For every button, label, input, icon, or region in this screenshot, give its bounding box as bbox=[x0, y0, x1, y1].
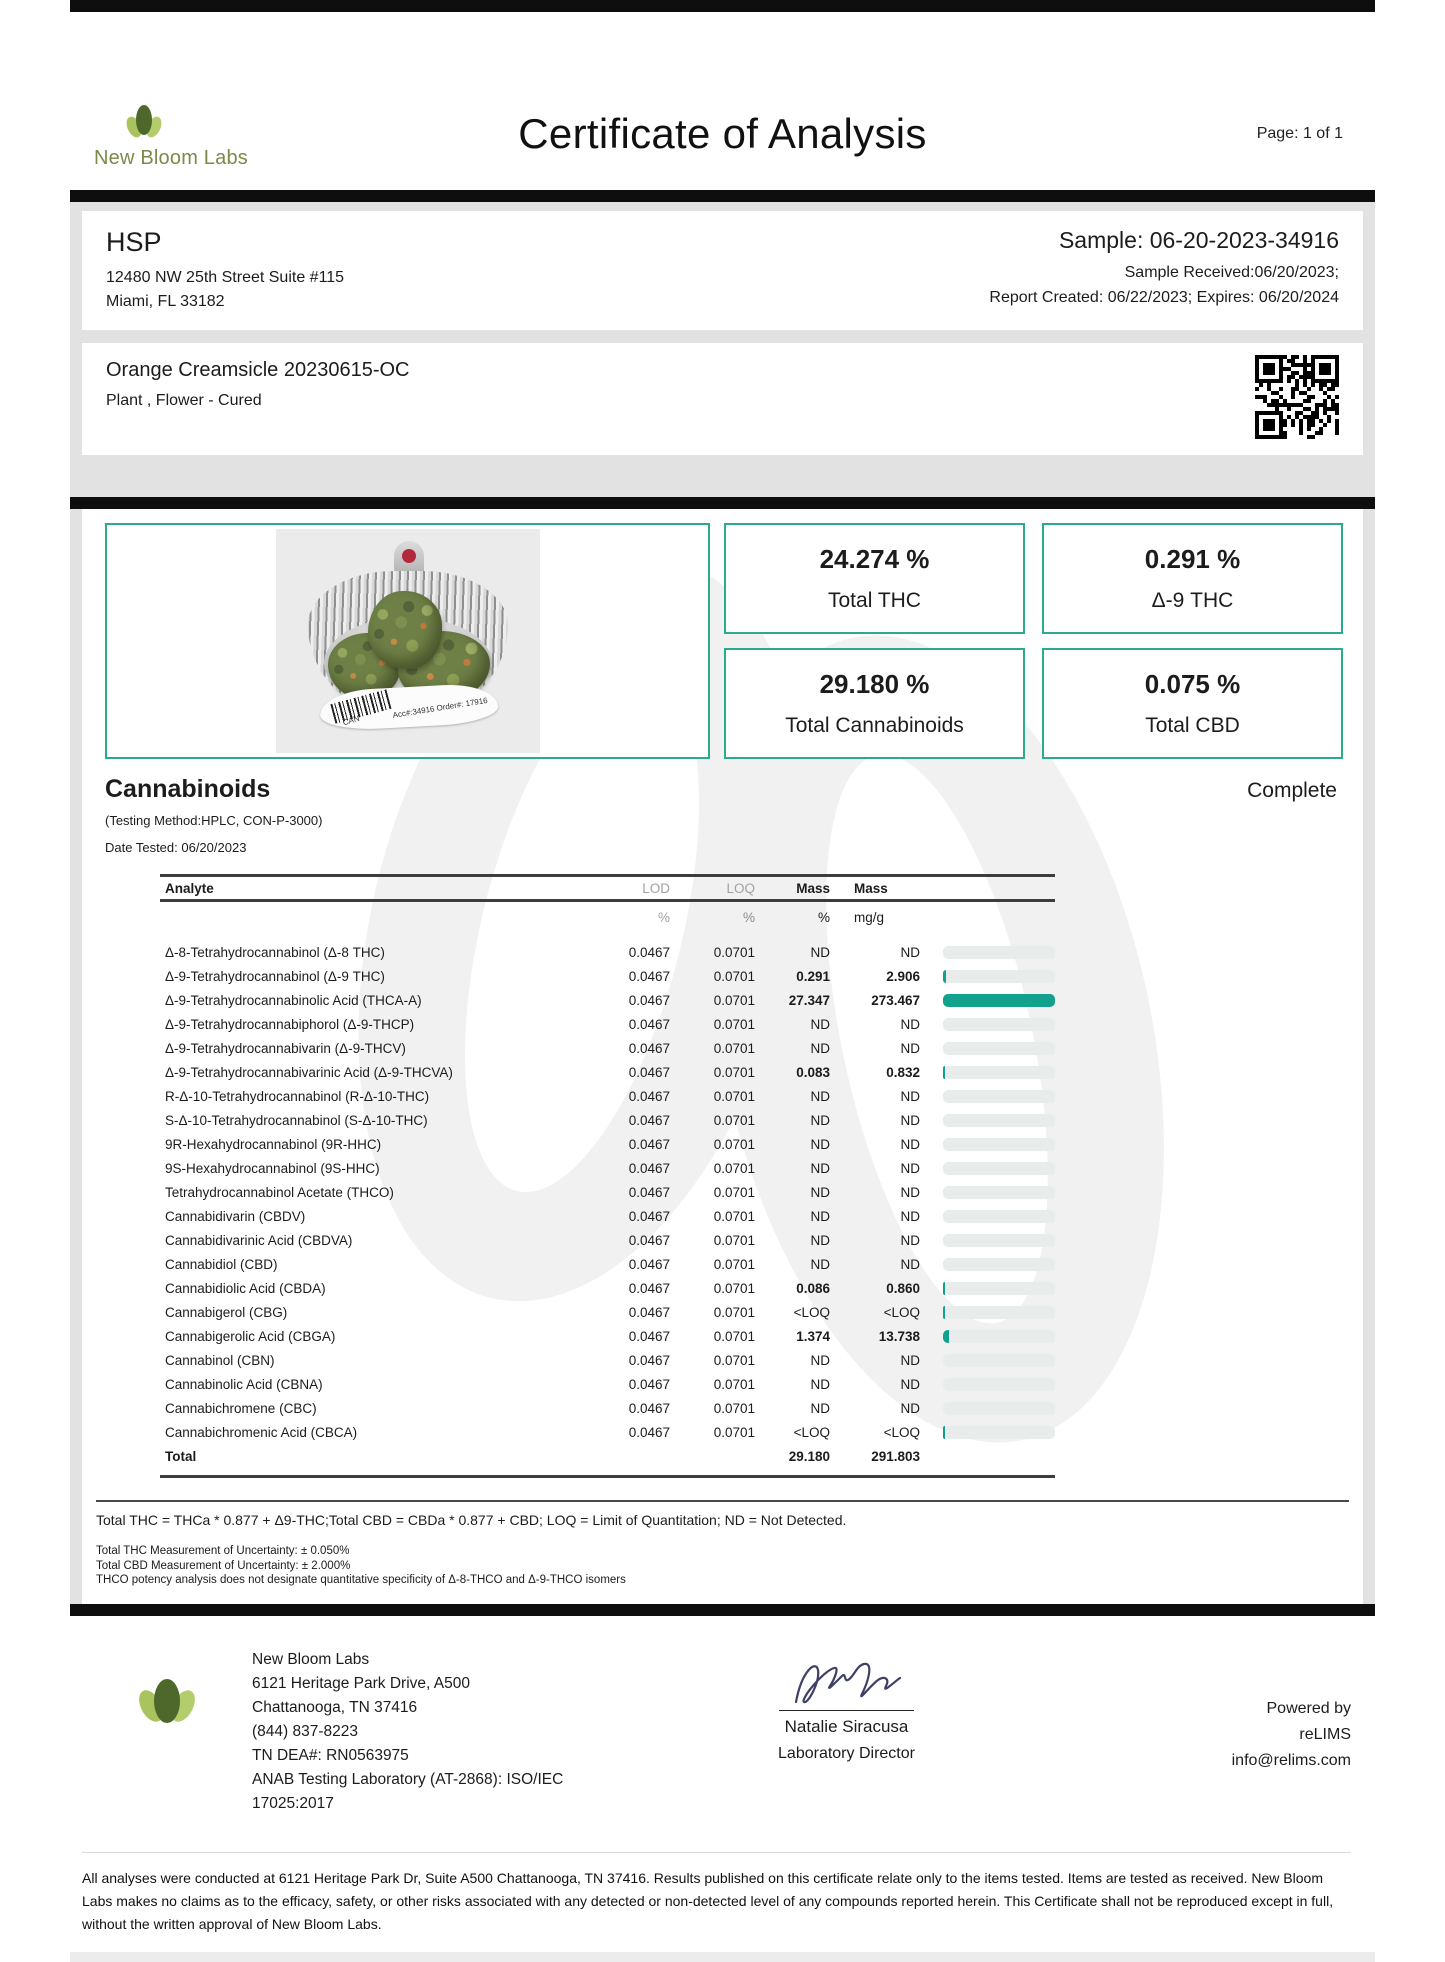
loq-value: 0.0701 bbox=[713, 1376, 755, 1392]
loq-value: 0.0701 bbox=[713, 944, 755, 960]
total-pct: 29.180 bbox=[788, 1448, 830, 1464]
mass-mgg-value: <LOQ bbox=[883, 1424, 920, 1440]
loq-value: 0.0701 bbox=[713, 1184, 755, 1200]
lod-value: 0.0467 bbox=[628, 1280, 670, 1296]
lod-value: 0.0467 bbox=[628, 992, 670, 1008]
analyte-name: 9S-Hexahydrocannabinol (9S-HHC) bbox=[165, 1160, 380, 1176]
mass-pct-value: ND bbox=[810, 944, 830, 960]
loq-value: 0.0701 bbox=[713, 1400, 755, 1416]
mass-mgg-value: ND bbox=[900, 1040, 920, 1056]
lab-line: 6121 Heritage Park Drive, A500 bbox=[252, 1674, 470, 1692]
product-name: Orange Creamsicle 20230615-OC bbox=[106, 359, 410, 381]
bar-track bbox=[943, 1066, 1055, 1079]
loq-value: 0.0701 bbox=[713, 1064, 755, 1080]
bottom-strip bbox=[70, 1952, 1375, 1962]
col-header-mass-pct: Mass bbox=[796, 880, 830, 896]
bar-fill bbox=[943, 1282, 945, 1295]
main-section bbox=[70, 509, 1375, 1604]
loq-value: 0.0701 bbox=[713, 1232, 755, 1248]
powered-by-block bbox=[1111, 1644, 1351, 1816]
analyte-name: Δ-9-Tetrahydrocannabinolic Acid (THCA-A) bbox=[165, 992, 422, 1008]
bar-track bbox=[943, 1186, 1055, 1199]
total-thc-label: Total THC bbox=[828, 589, 921, 612]
sample-block bbox=[989, 227, 1339, 314]
lod-value: 0.0467 bbox=[628, 1232, 670, 1248]
bar-track bbox=[943, 1426, 1055, 1439]
bar-track bbox=[943, 1018, 1055, 1031]
table-row bbox=[160, 964, 1055, 988]
table-row bbox=[160, 1300, 1055, 1324]
bar-cell bbox=[920, 994, 1055, 1007]
bar-cell bbox=[920, 1426, 1055, 1439]
report-created: Report Created: 06/22/2023; Expires: 06/20/2024 bbox=[989, 289, 1339, 306]
mass-mgg-value: ND bbox=[900, 1232, 920, 1248]
cannabinoids-header bbox=[82, 759, 1363, 804]
cbd-uncertainty: Total CBD Measurement of Uncertainty: ± 2.000% bbox=[96, 1559, 351, 1572]
bar-cell bbox=[920, 1306, 1055, 1319]
lod-value: 0.0467 bbox=[628, 968, 670, 984]
sample-received: Sample Received:06/20/2023; bbox=[1124, 264, 1339, 281]
loq-value: 0.0701 bbox=[713, 1160, 755, 1176]
bar-track bbox=[943, 1042, 1055, 1055]
mass-pct-value: 0.086 bbox=[796, 1280, 830, 1296]
bar-track bbox=[943, 1378, 1055, 1391]
loq-value: 0.0701 bbox=[713, 1016, 755, 1032]
analyte-name: Δ-9-Tetrahydrocannabiphorol (Δ-9-THCP) bbox=[165, 1016, 415, 1032]
brand-name: New Bloom Labs bbox=[94, 146, 248, 169]
lod-value: 0.0467 bbox=[628, 1376, 670, 1392]
mass-mgg-value: 13.738 bbox=[878, 1328, 920, 1344]
mass-mgg-value: <LOQ bbox=[883, 1304, 920, 1320]
calculation-footnote: Total THC = THCa * 0.877 + Δ9-THC;Total CBD = CBDa * 0.877 + CBD; LOQ = Limit of Quantitation; ND = Not Detected. bbox=[96, 1512, 847, 1528]
total-thc-value: 24.274 % bbox=[819, 544, 930, 574]
footer-divider-bar bbox=[70, 1604, 1375, 1616]
bar-track bbox=[943, 1354, 1055, 1367]
cannabinoids-table bbox=[160, 874, 1055, 1468]
d9-thc-label: Δ-9 THC bbox=[1151, 589, 1234, 612]
lod-value: 0.0467 bbox=[628, 1400, 670, 1416]
mass-pct-value: ND bbox=[810, 1160, 830, 1176]
cannabis-bud bbox=[368, 591, 442, 669]
signer-name: Natalie Siracusa bbox=[784, 1716, 909, 1736]
table-row bbox=[160, 1180, 1055, 1204]
analyte-name: Cannabinolic Acid (CBNA) bbox=[165, 1376, 323, 1392]
lod-value: 0.0467 bbox=[628, 1184, 670, 1200]
unit-mass-pct: % bbox=[817, 909, 830, 925]
analyte-name: Δ-9-Tetrahydrocannabivarinic Acid (Δ-9-THCVA) bbox=[165, 1064, 453, 1080]
lab-line: TN DEA#: RN0563975 bbox=[252, 1746, 409, 1764]
unit-lod: % bbox=[657, 909, 670, 925]
analyte-name: Cannabichromenic Acid (CBCA) bbox=[165, 1424, 358, 1440]
product-card bbox=[82, 343, 1363, 455]
mass-pct-value: ND bbox=[810, 1400, 830, 1416]
loq-value: 0.0701 bbox=[713, 1112, 755, 1128]
analyte-name: Cannabinol (CBN) bbox=[165, 1352, 275, 1368]
bar-cell bbox=[920, 1210, 1055, 1223]
bar-cell bbox=[920, 1330, 1055, 1343]
unit-loq: % bbox=[742, 909, 755, 925]
bar-cell bbox=[920, 1018, 1055, 1031]
page-title: Certificate of Analysis bbox=[518, 110, 927, 157]
mass-mgg-value: 2.906 bbox=[886, 968, 920, 984]
thc-uncertainty: Total THC Measurement of Uncertainty: ± 0.050% bbox=[96, 1545, 350, 1557]
bar-track bbox=[943, 1402, 1055, 1415]
bar-track bbox=[943, 1162, 1055, 1175]
lod-value: 0.0467 bbox=[628, 1016, 670, 1032]
mass-pct-value: ND bbox=[810, 1352, 830, 1368]
bar-cell bbox=[920, 946, 1055, 959]
loq-value: 0.0701 bbox=[713, 1352, 755, 1368]
analyte-name: R-Δ-10-Tetrahydrocannabinol (R-Δ-10-THC) bbox=[165, 1088, 430, 1104]
table-total-row bbox=[160, 1444, 1055, 1468]
disclaimer-text: All analyses were conducted at 6121 Heritage Park Dr, Suite A500 Chattanooga, TN 37416. Results published on this certificate relate only to the items tested. Items are tested as received. New Bloom Labs makes no claims as to the efficacy, safety, or other risks associated with any detected or non-detected level of any compounds reported herein. This Certificate shall not be reproduced except in full, without the written approval of New Bloom Labs. bbox=[82, 1869, 1334, 1932]
product-type: Plant , Flower - Cured bbox=[106, 392, 262, 409]
bar-cell bbox=[920, 1402, 1055, 1415]
mass-pct-value: ND bbox=[810, 1088, 830, 1104]
product-block bbox=[106, 359, 410, 439]
lod-value: 0.0467 bbox=[628, 944, 670, 960]
lod-value: 0.0467 bbox=[628, 1208, 670, 1224]
mass-pct-value: ND bbox=[810, 1016, 830, 1032]
bar-fill bbox=[943, 1066, 945, 1079]
mass-pct-value: 27.347 bbox=[788, 992, 830, 1008]
thco-note: THCO potency analysis does not designate quantitative specificity of Δ-8-THCO and Δ-9-THCO isomers bbox=[96, 1574, 626, 1586]
bar-fill bbox=[943, 970, 946, 983]
bar-track bbox=[943, 1114, 1055, 1127]
mass-mgg-value: ND bbox=[900, 1208, 920, 1224]
bar-track bbox=[943, 946, 1055, 959]
client-address-2: Miami, FL 33182 bbox=[106, 293, 225, 310]
analyte-name: Cannabichromene (CBC) bbox=[165, 1400, 317, 1416]
lab-line: ANAB Testing Laboratory (AT-2868): ISO/IEC bbox=[252, 1770, 564, 1788]
table-row bbox=[160, 1060, 1055, 1084]
loq-value: 0.0701 bbox=[713, 1088, 755, 1104]
footer-logo bbox=[82, 1644, 252, 1816]
lab-logo bbox=[94, 99, 354, 170]
table-row bbox=[160, 1084, 1055, 1108]
loq-value: 0.0701 bbox=[713, 1424, 755, 1440]
mass-pct-value: ND bbox=[810, 1040, 830, 1056]
table-row bbox=[160, 1348, 1055, 1372]
loq-value: 0.0701 bbox=[713, 1208, 755, 1224]
client-sample-card bbox=[82, 211, 1363, 330]
col-header-lod: LOD bbox=[642, 880, 670, 896]
leaf-logo-icon bbox=[122, 99, 166, 145]
page-number: Page: 1 of 1 bbox=[1256, 125, 1343, 142]
analyte-name: 9R-Hexahydrocannabinol (9R-HHC) bbox=[165, 1136, 382, 1152]
mass-pct-value: ND bbox=[810, 1184, 830, 1200]
total-cbd-value: 0.075 % bbox=[1144, 669, 1241, 699]
mass-pct-value: ND bbox=[810, 1112, 830, 1128]
table-row bbox=[160, 988, 1055, 1012]
total-mgg: 291.803 bbox=[871, 1448, 920, 1464]
result-boxes bbox=[724, 523, 1343, 759]
mass-mgg-value: ND bbox=[900, 1112, 920, 1128]
cannabinoids-title: Cannabinoids bbox=[105, 775, 271, 803]
mass-pct-value: ND bbox=[810, 1376, 830, 1392]
bar-cell bbox=[920, 1042, 1055, 1055]
table-row bbox=[160, 1420, 1055, 1444]
table-row bbox=[160, 1276, 1055, 1300]
col-header-loq: LOQ bbox=[726, 880, 755, 896]
loq-value: 0.0701 bbox=[713, 992, 755, 1008]
bar-track bbox=[943, 1210, 1055, 1223]
leaf-logo-icon-large bbox=[135, 1672, 199, 1734]
lod-value: 0.0467 bbox=[628, 1112, 670, 1128]
lab-line: (844) 837-8223 bbox=[252, 1722, 358, 1740]
analyte-name: Cannabidivarinic Acid (CBDVA) bbox=[165, 1232, 353, 1248]
table-row bbox=[160, 1396, 1055, 1420]
bar-cell bbox=[920, 1258, 1055, 1271]
mass-mgg-value: 0.860 bbox=[886, 1280, 920, 1296]
results-divider-bar bbox=[70, 497, 1375, 509]
lod-value: 0.0467 bbox=[628, 1088, 670, 1104]
total-cannabinoids-label: Total Cannabinoids bbox=[785, 714, 964, 737]
bar-track bbox=[943, 1258, 1055, 1271]
date-tested: Date Tested: 06/20/2023 bbox=[105, 840, 247, 855]
barcode bbox=[330, 689, 391, 723]
bar-track bbox=[943, 1234, 1055, 1247]
summary-results bbox=[82, 523, 1363, 759]
lod-value: 0.0467 bbox=[628, 1328, 670, 1344]
mass-mgg-value: ND bbox=[900, 1376, 920, 1392]
total-cannabinoids-value: 29.180 % bbox=[819, 669, 930, 699]
signature-line bbox=[779, 1710, 914, 1711]
powered-by-email: info@relims.com bbox=[1231, 1751, 1351, 1769]
table-row bbox=[160, 1108, 1055, 1132]
lab-line: 17025:2017 bbox=[252, 1794, 334, 1812]
powered-by-product: reLIMS bbox=[1299, 1725, 1351, 1743]
lab-line: New Bloom Labs bbox=[252, 1650, 370, 1668]
mass-mgg-value: 0.832 bbox=[886, 1064, 920, 1080]
bar-cell bbox=[920, 1282, 1055, 1295]
table-units-row bbox=[160, 902, 1055, 932]
table-row bbox=[160, 1372, 1055, 1396]
document-header bbox=[70, 78, 1375, 190]
client-address-1: 12480 NW 25th Street Suite #115 bbox=[106, 269, 345, 286]
loq-value: 0.0701 bbox=[713, 1280, 755, 1296]
table-row bbox=[160, 1204, 1055, 1228]
client-block bbox=[106, 227, 344, 314]
mass-mgg-value: ND bbox=[900, 1184, 920, 1200]
bar-track bbox=[943, 1306, 1055, 1319]
table-row bbox=[160, 1036, 1055, 1060]
signer-title: Laboratory Director bbox=[778, 1744, 915, 1762]
bar-cell bbox=[920, 1138, 1055, 1151]
analyte-name: S-Δ-10-Tetrahydrocannabinol (S-Δ-10-THC) bbox=[165, 1112, 428, 1128]
result-box-d9-thc bbox=[1042, 523, 1343, 634]
bar-cell bbox=[920, 1162, 1055, 1175]
bar-track bbox=[943, 970, 1055, 983]
analyte-name: Δ-9-Tetrahydrocannabivarin (Δ-9-THCV) bbox=[165, 1040, 406, 1056]
lab-address-block bbox=[252, 1644, 582, 1816]
bar-cell bbox=[920, 1090, 1055, 1103]
lod-value: 0.0467 bbox=[628, 1064, 670, 1080]
mass-pct-value: <LOQ bbox=[793, 1424, 830, 1440]
signature-image bbox=[782, 1652, 912, 1716]
sample-photo-frame bbox=[105, 523, 710, 759]
sample-photo bbox=[276, 529, 540, 753]
signature-block bbox=[582, 1644, 1111, 1816]
sample-label-text: Acc#:34916 Order#: 17916 bbox=[391, 695, 488, 720]
analyte-name: Cannabidiol (CBD) bbox=[165, 1256, 278, 1272]
loq-value: 0.0701 bbox=[713, 1328, 755, 1344]
table-row bbox=[160, 1012, 1055, 1036]
mass-pct-value: ND bbox=[810, 1136, 830, 1152]
result-box-total-cbd bbox=[1042, 648, 1343, 759]
bar-track bbox=[943, 1090, 1055, 1103]
mass-pct-value: 0.291 bbox=[796, 968, 830, 984]
analyte-name: Cannabigerol (CBG) bbox=[165, 1304, 288, 1320]
table-body bbox=[160, 940, 1055, 1468]
uncertainty-footnotes bbox=[82, 1528, 1363, 1602]
analyte-name: Δ-8-Tetrahydrocannabinol (Δ-8 THC) bbox=[165, 944, 385, 960]
client-name: HSP bbox=[106, 227, 162, 257]
qr-code bbox=[1255, 355, 1339, 439]
top-divider-bar bbox=[70, 0, 1375, 12]
dish-red-dot bbox=[402, 549, 416, 563]
lod-value: 0.0467 bbox=[628, 1424, 670, 1440]
analyte-name: Tetrahydrocannabinol Acetate (THCO) bbox=[165, 1184, 394, 1200]
mass-pct-value: <LOQ bbox=[793, 1304, 830, 1320]
bar-track bbox=[943, 1138, 1055, 1151]
loq-value: 0.0701 bbox=[713, 1040, 755, 1056]
analyte-name: Δ-9-Tetrahydrocannabinol (Δ-9 THC) bbox=[165, 968, 385, 984]
bar-cell bbox=[920, 1186, 1055, 1199]
cannabinoids-status: Complete bbox=[1247, 779, 1337, 802]
mass-pct-value: ND bbox=[810, 1256, 830, 1272]
result-box-total-thc bbox=[724, 523, 1025, 634]
mass-pct-value: 1.374 bbox=[796, 1328, 830, 1344]
bar-fill bbox=[943, 1306, 945, 1319]
mass-mgg-value: ND bbox=[900, 1400, 920, 1416]
sample-id: Sample: 06-20-2023-34916 bbox=[1058, 227, 1339, 253]
result-box-total-cannabinoids bbox=[724, 648, 1025, 759]
bar-fill bbox=[943, 1426, 945, 1439]
mass-pct-value: 0.083 bbox=[796, 1064, 830, 1080]
table-row bbox=[160, 1132, 1055, 1156]
total-label: Total bbox=[165, 1448, 197, 1464]
lod-value: 0.0467 bbox=[628, 1304, 670, 1320]
bar-track bbox=[943, 1282, 1055, 1295]
bar-cell bbox=[920, 1354, 1055, 1367]
mass-mgg-value: ND bbox=[900, 1160, 920, 1176]
mass-mgg-value: ND bbox=[900, 944, 920, 960]
col-header-analyte: Analyte bbox=[165, 880, 214, 896]
d9-thc-value: 0.291 % bbox=[1144, 544, 1241, 574]
bar-cell bbox=[920, 1378, 1055, 1391]
table-header-row bbox=[160, 874, 1055, 902]
bar-cell bbox=[920, 1114, 1055, 1127]
table-row bbox=[160, 1228, 1055, 1252]
document-footer bbox=[70, 1616, 1375, 1826]
loq-value: 0.0701 bbox=[713, 1304, 755, 1320]
table-row bbox=[160, 1252, 1055, 1276]
mass-pct-value: ND bbox=[810, 1208, 830, 1224]
analyte-name: Cannabigerolic Acid (CBGA) bbox=[165, 1328, 336, 1344]
unit-mass-mgg: mg/g bbox=[854, 909, 885, 925]
header-divider-bar bbox=[70, 190, 1375, 202]
mass-mgg-value: ND bbox=[900, 1016, 920, 1032]
mass-mgg-value: 273.467 bbox=[871, 992, 920, 1008]
total-cbd-label: Total CBD bbox=[1145, 714, 1240, 737]
analyte-name: Cannabidiolic Acid (CBDA) bbox=[165, 1280, 326, 1296]
lab-line: Chattanooga, TN 37416 bbox=[252, 1698, 418, 1716]
col-header-mass-mgg: Mass bbox=[854, 880, 888, 896]
bar-fill bbox=[943, 1330, 949, 1343]
testing-method: (Testing Method:HPLC, CON-P-3000) bbox=[105, 813, 323, 828]
loq-value: 0.0701 bbox=[713, 1136, 755, 1152]
powered-by-label: Powered by bbox=[1266, 1699, 1351, 1717]
bar-fill bbox=[943, 994, 1055, 1007]
bar-cell bbox=[920, 1066, 1055, 1079]
lod-value: 0.0467 bbox=[628, 1352, 670, 1368]
table-row bbox=[160, 1324, 1055, 1348]
loq-value: 0.0701 bbox=[713, 1256, 755, 1272]
info-section bbox=[70, 202, 1375, 497]
mass-mgg-value: ND bbox=[900, 1256, 920, 1272]
bar-cell bbox=[920, 1234, 1055, 1247]
table-bottom-rule bbox=[160, 1468, 1055, 1478]
lod-value: 0.0467 bbox=[628, 1040, 670, 1056]
sample-label-text-2: CAN bbox=[341, 713, 360, 728]
mass-mgg-value: ND bbox=[900, 1088, 920, 1104]
loq-value: 0.0701 bbox=[713, 968, 755, 984]
lod-value: 0.0467 bbox=[628, 1160, 670, 1176]
table-row bbox=[160, 940, 1055, 964]
mass-mgg-value: ND bbox=[900, 1136, 920, 1152]
bar-track bbox=[943, 994, 1055, 1007]
results-and-table-card bbox=[82, 509, 1363, 1604]
lod-value: 0.0467 bbox=[628, 1136, 670, 1152]
analyte-name: Cannabidivarin (CBDV) bbox=[165, 1208, 306, 1224]
mass-pct-value: ND bbox=[810, 1232, 830, 1248]
lod-value: 0.0467 bbox=[628, 1256, 670, 1272]
bar-cell bbox=[920, 970, 1055, 983]
mass-mgg-value: ND bbox=[900, 1352, 920, 1368]
bar-track bbox=[943, 1330, 1055, 1343]
table-row bbox=[160, 1156, 1055, 1180]
